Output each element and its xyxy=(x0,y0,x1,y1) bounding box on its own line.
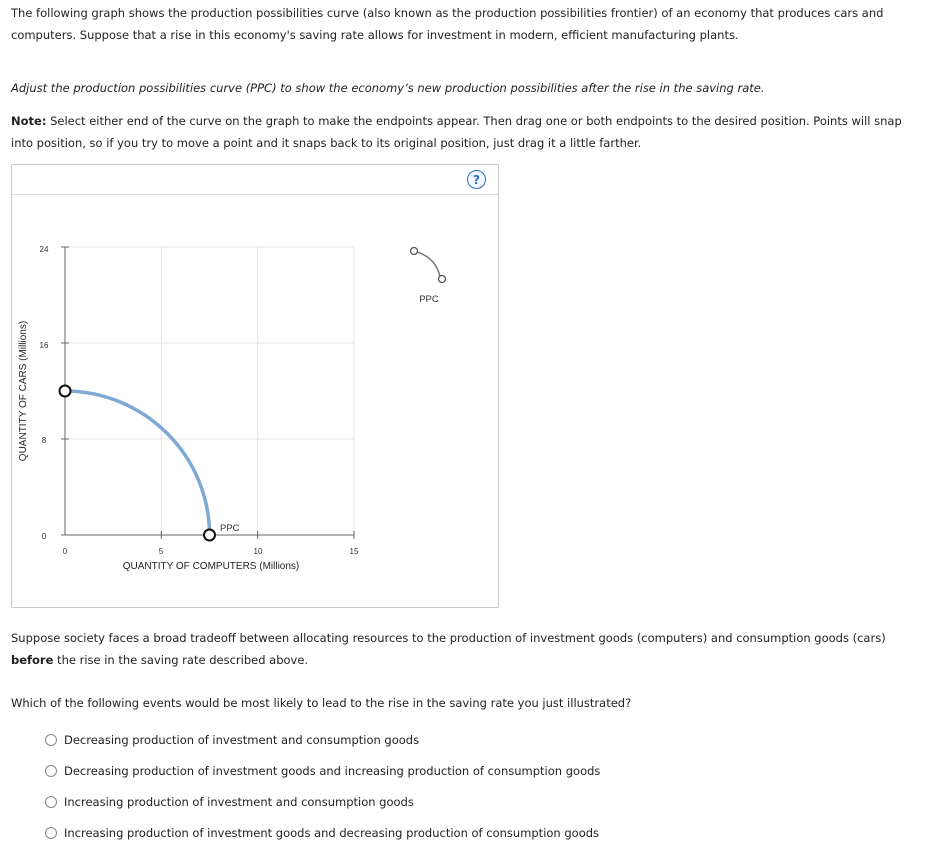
radio-button[interactable] xyxy=(45,796,57,808)
note-label: Note: xyxy=(11,114,47,128)
context-pre: Suppose society faces a broad tradeoff between allocating resources to the production of investment goods (computers) and consumption goods (cars) xyxy=(11,631,886,645)
y-tick-label: 0 xyxy=(41,532,47,541)
ppc-curve[interactable] xyxy=(65,391,210,535)
ppc-endpoint-bottom[interactable] xyxy=(204,530,215,541)
ppc-curve-label: PPC xyxy=(220,523,240,534)
instruction-text: Adjust the production possibilities curve (PPC) to show the economy’s new production possibilities after the rise in the saving rate. xyxy=(11,81,765,95)
answer-option[interactable] xyxy=(45,733,419,747)
context-bold: before xyxy=(11,652,54,667)
intro-text: The following graph shows the production possibilities curve (also known as the production possibilities frontier) of an economy that produces cars and computers. Suppose that a rise in this economy's saving rate allows for investment in modern, efficient manufacturing plants. xyxy=(11,6,884,42)
answer-option[interactable] xyxy=(45,764,600,778)
radio-button[interactable] xyxy=(45,734,57,746)
graph-panel xyxy=(11,164,499,608)
y-axis-label: QUANTITY OF CARS (Millions) xyxy=(18,320,29,462)
option-label: Decreasing production of investment and consumption goods xyxy=(64,733,420,747)
radio-button[interactable] xyxy=(45,765,57,777)
x-tick-label: 10 xyxy=(253,547,263,556)
answer-option[interactable] xyxy=(45,795,414,809)
grid-lines xyxy=(65,247,354,535)
option-label: Increasing production of investment goods and decreasing production of consumption goods xyxy=(64,826,600,840)
answer-option[interactable] xyxy=(45,826,599,840)
palette-ppc-label: PPC xyxy=(419,294,439,305)
y-tick-label: 24 xyxy=(39,245,49,254)
option-label: Increasing production of investment and consumption goods xyxy=(64,795,414,809)
radio-button[interactable] xyxy=(45,827,57,839)
ppc-palette-tool[interactable] xyxy=(411,248,446,306)
ppc-endpoint-top[interactable] xyxy=(60,386,71,397)
help-icon[interactable]: ? xyxy=(467,170,486,189)
option-label: Decreasing production of investment goods and increasing production of consumption goods xyxy=(64,764,601,778)
ppc-graph[interactable] xyxy=(12,165,498,607)
y-tick-label: 16 xyxy=(39,341,49,350)
note-body: Select either end of the curve on the graph to make the endpoints appear. Then drag one or both endpoints to the desired position. Points will snap into position, so if you try to move a point and it snaps back to its original position, just drag it a little farther. xyxy=(11,114,902,150)
x-axis-label: QUANTITY OF COMPUTERS (Millions) xyxy=(122,561,300,572)
context-post: the rise in the saving rate described above. xyxy=(53,652,309,667)
x-tick-label: 0 xyxy=(62,547,68,556)
x-tick-label: 15 xyxy=(349,547,359,556)
note-text xyxy=(11,111,911,154)
question-text: Which of the following events would be most likely to lead to the rise in the saving rate you just illustrated? xyxy=(11,696,632,710)
y-tick-label: 8 xyxy=(41,436,47,445)
x-tick-label: 5 xyxy=(158,547,164,556)
context-text xyxy=(11,628,911,671)
